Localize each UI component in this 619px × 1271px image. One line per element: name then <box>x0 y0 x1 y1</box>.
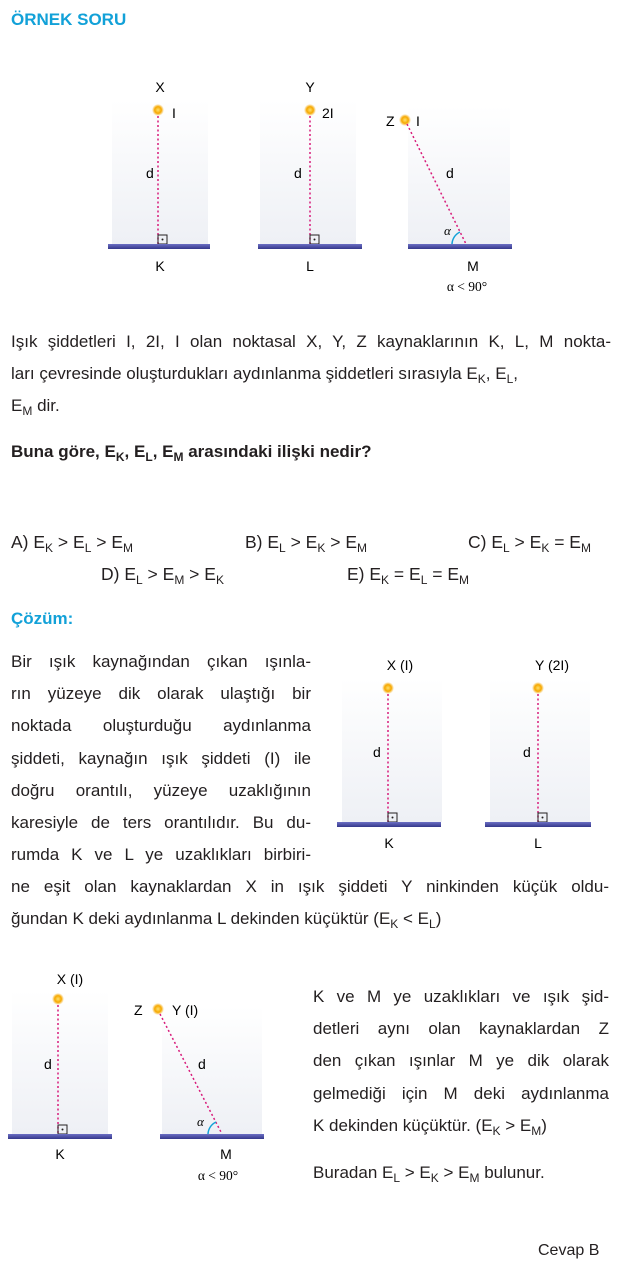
surface-m <box>160 1134 264 1139</box>
para1-line: Bir ışık kaynağından çıkan ışınla- <box>11 652 311 671</box>
angle-alpha: α <box>197 1114 204 1129</box>
source-x-intensity: I <box>172 105 176 121</box>
distance-x: d <box>44 1056 52 1072</box>
para2-line: K ve M ye uzaklıkları ve ışık şid- <box>313 987 609 1006</box>
option-c[interactable]: C) $E_L > E_K = E_M$ <box>468 532 591 555</box>
figure-solution-xy <box>330 648 610 858</box>
conclusion: Buradan $E_L > E_K > E_M$ bulunur. <box>313 1163 545 1185</box>
para1-line: rumda K ve L ye uzaklıkları birbiri- <box>11 845 311 865</box>
angle-condition: α < 90° <box>197 1168 239 1183</box>
light-source-x-icon <box>152 104 164 116</box>
source-x-label: X (I) <box>386 657 414 673</box>
panel-z <box>386 106 512 294</box>
panel-z-solution <box>134 1002 264 1183</box>
source-y-label: Y (2I) <box>535 657 569 673</box>
solution-paragraph-2 <box>313 981 609 1142</box>
para1-last-line: ğundan K deki aydınlanma L dekinden küçüktür $(E_K < E_L)$ <box>11 909 442 932</box>
option-b[interactable]: B) $E_L > E_K > E_M$ <box>245 532 367 555</box>
para2-line: detleri aynı olan kaynaklardan Z <box>313 1019 609 1039</box>
distance-y: d <box>294 165 302 181</box>
solution-heading: Çözüm: <box>11 609 74 628</box>
point-l-label: L <box>534 835 542 851</box>
source-y-intensity: 2I <box>322 105 334 121</box>
angle-condition: α < 90° <box>446 279 488 294</box>
surface-l <box>258 244 362 249</box>
light-source-z-icon <box>152 1003 164 1015</box>
option-d[interactable]: D) $E_L > E_M > E_K$ <box>101 564 224 587</box>
distance-y: d <box>523 744 531 760</box>
para1-line: karesiyle de ters orantılıdır. Bu du- <box>11 813 311 833</box>
solution-paragraph-1-tail <box>11 871 609 935</box>
question-line-3: $E_M$ dir. <box>11 396 60 418</box>
light-source-x-icon <box>382 682 394 694</box>
question-prompt: Buna göre, $E_K$, $E_L$, $E_M$ arasındaki ilişki nedir? <box>11 442 372 464</box>
panel-y <box>258 79 362 274</box>
light-source-y-icon <box>532 682 544 694</box>
question-line-2: ları çevresinde oluşturdukları aydınlanma şiddetleri sırasıyla $E_K$, $E_L$, <box>11 364 519 386</box>
option-a[interactable]: A) $E_K > E_L > E_M$ <box>11 532 133 555</box>
source-x-label: X (I) <box>56 971 84 987</box>
question-text <box>11 326 611 422</box>
point-m-label: M <box>467 258 479 274</box>
para1-line: doğru orantılı, yüzeye uzaklığının <box>11 780 311 800</box>
figure-solution-xz <box>0 960 300 1190</box>
panel-y-solution <box>485 657 591 851</box>
point-k-label: K <box>55 1146 65 1162</box>
source-y-label: Y <box>305 79 315 95</box>
source-z-label: Z <box>386 113 395 129</box>
angle-alpha: α <box>444 223 451 238</box>
question-line-1: Işık şiddetleri I, 2I, I olan noktasal X, Y, Z kaynaklarının K, L, M nokta- <box>11 332 611 351</box>
panel-x <box>108 79 210 274</box>
para2-line: den çıkan ışınlar M ye dik olarak <box>313 1051 609 1071</box>
point-m-label: M <box>220 1146 232 1162</box>
surface-l <box>485 822 591 827</box>
surface-m <box>408 244 512 249</box>
source-z-intensity: I <box>416 113 420 129</box>
distance-z: d <box>446 165 454 181</box>
distance-x: d <box>146 165 154 181</box>
surface-k <box>337 822 441 827</box>
source-x-label: X <box>155 79 165 95</box>
surface-k <box>108 244 210 249</box>
answer-label: Cevap B <box>538 1242 600 1259</box>
figure-sources-surfaces <box>0 70 619 305</box>
point-l-label: L <box>306 258 314 274</box>
source-y-intensity-label: Y (I) <box>172 1002 199 1018</box>
example-title: ÖRNEK SORU <box>11 10 127 29</box>
solution-paragraph-1 <box>11 646 311 871</box>
para1-line: şiddeti, kaynağın ışık şiddeti (I) ile <box>11 748 311 768</box>
light-source-z-icon <box>399 114 411 126</box>
distance-z: d <box>198 1056 206 1072</box>
surface-k <box>8 1134 112 1139</box>
para2-last-line: K dekinden küçüktür. $(E_K > E_M)$ <box>313 1115 547 1138</box>
panel-x-solution <box>337 657 442 851</box>
point-k-label: K <box>384 835 394 851</box>
light-source-y-icon <box>304 104 316 116</box>
point-k-label: K <box>155 258 165 274</box>
para1-line: noktada oluşturduğu aydınlanma <box>11 716 311 736</box>
source-z-label: Z <box>134 1002 143 1018</box>
option-e[interactable]: E) $E_K = E_L = E_M$ <box>347 564 469 587</box>
para2-line: gelmediği için M deki aydınlanma <box>313 1083 609 1103</box>
light-source-x-icon <box>52 993 64 1005</box>
para1-line: rın yüzeye dik olarak ulaştığı bir <box>11 684 311 704</box>
panel-x-solution-2 <box>8 971 112 1162</box>
para1-line: ne eşit olan kaynaklardan X in ışık şiddeti Y ninkinden küçük oldu- <box>11 877 609 896</box>
distance-x: d <box>373 744 381 760</box>
